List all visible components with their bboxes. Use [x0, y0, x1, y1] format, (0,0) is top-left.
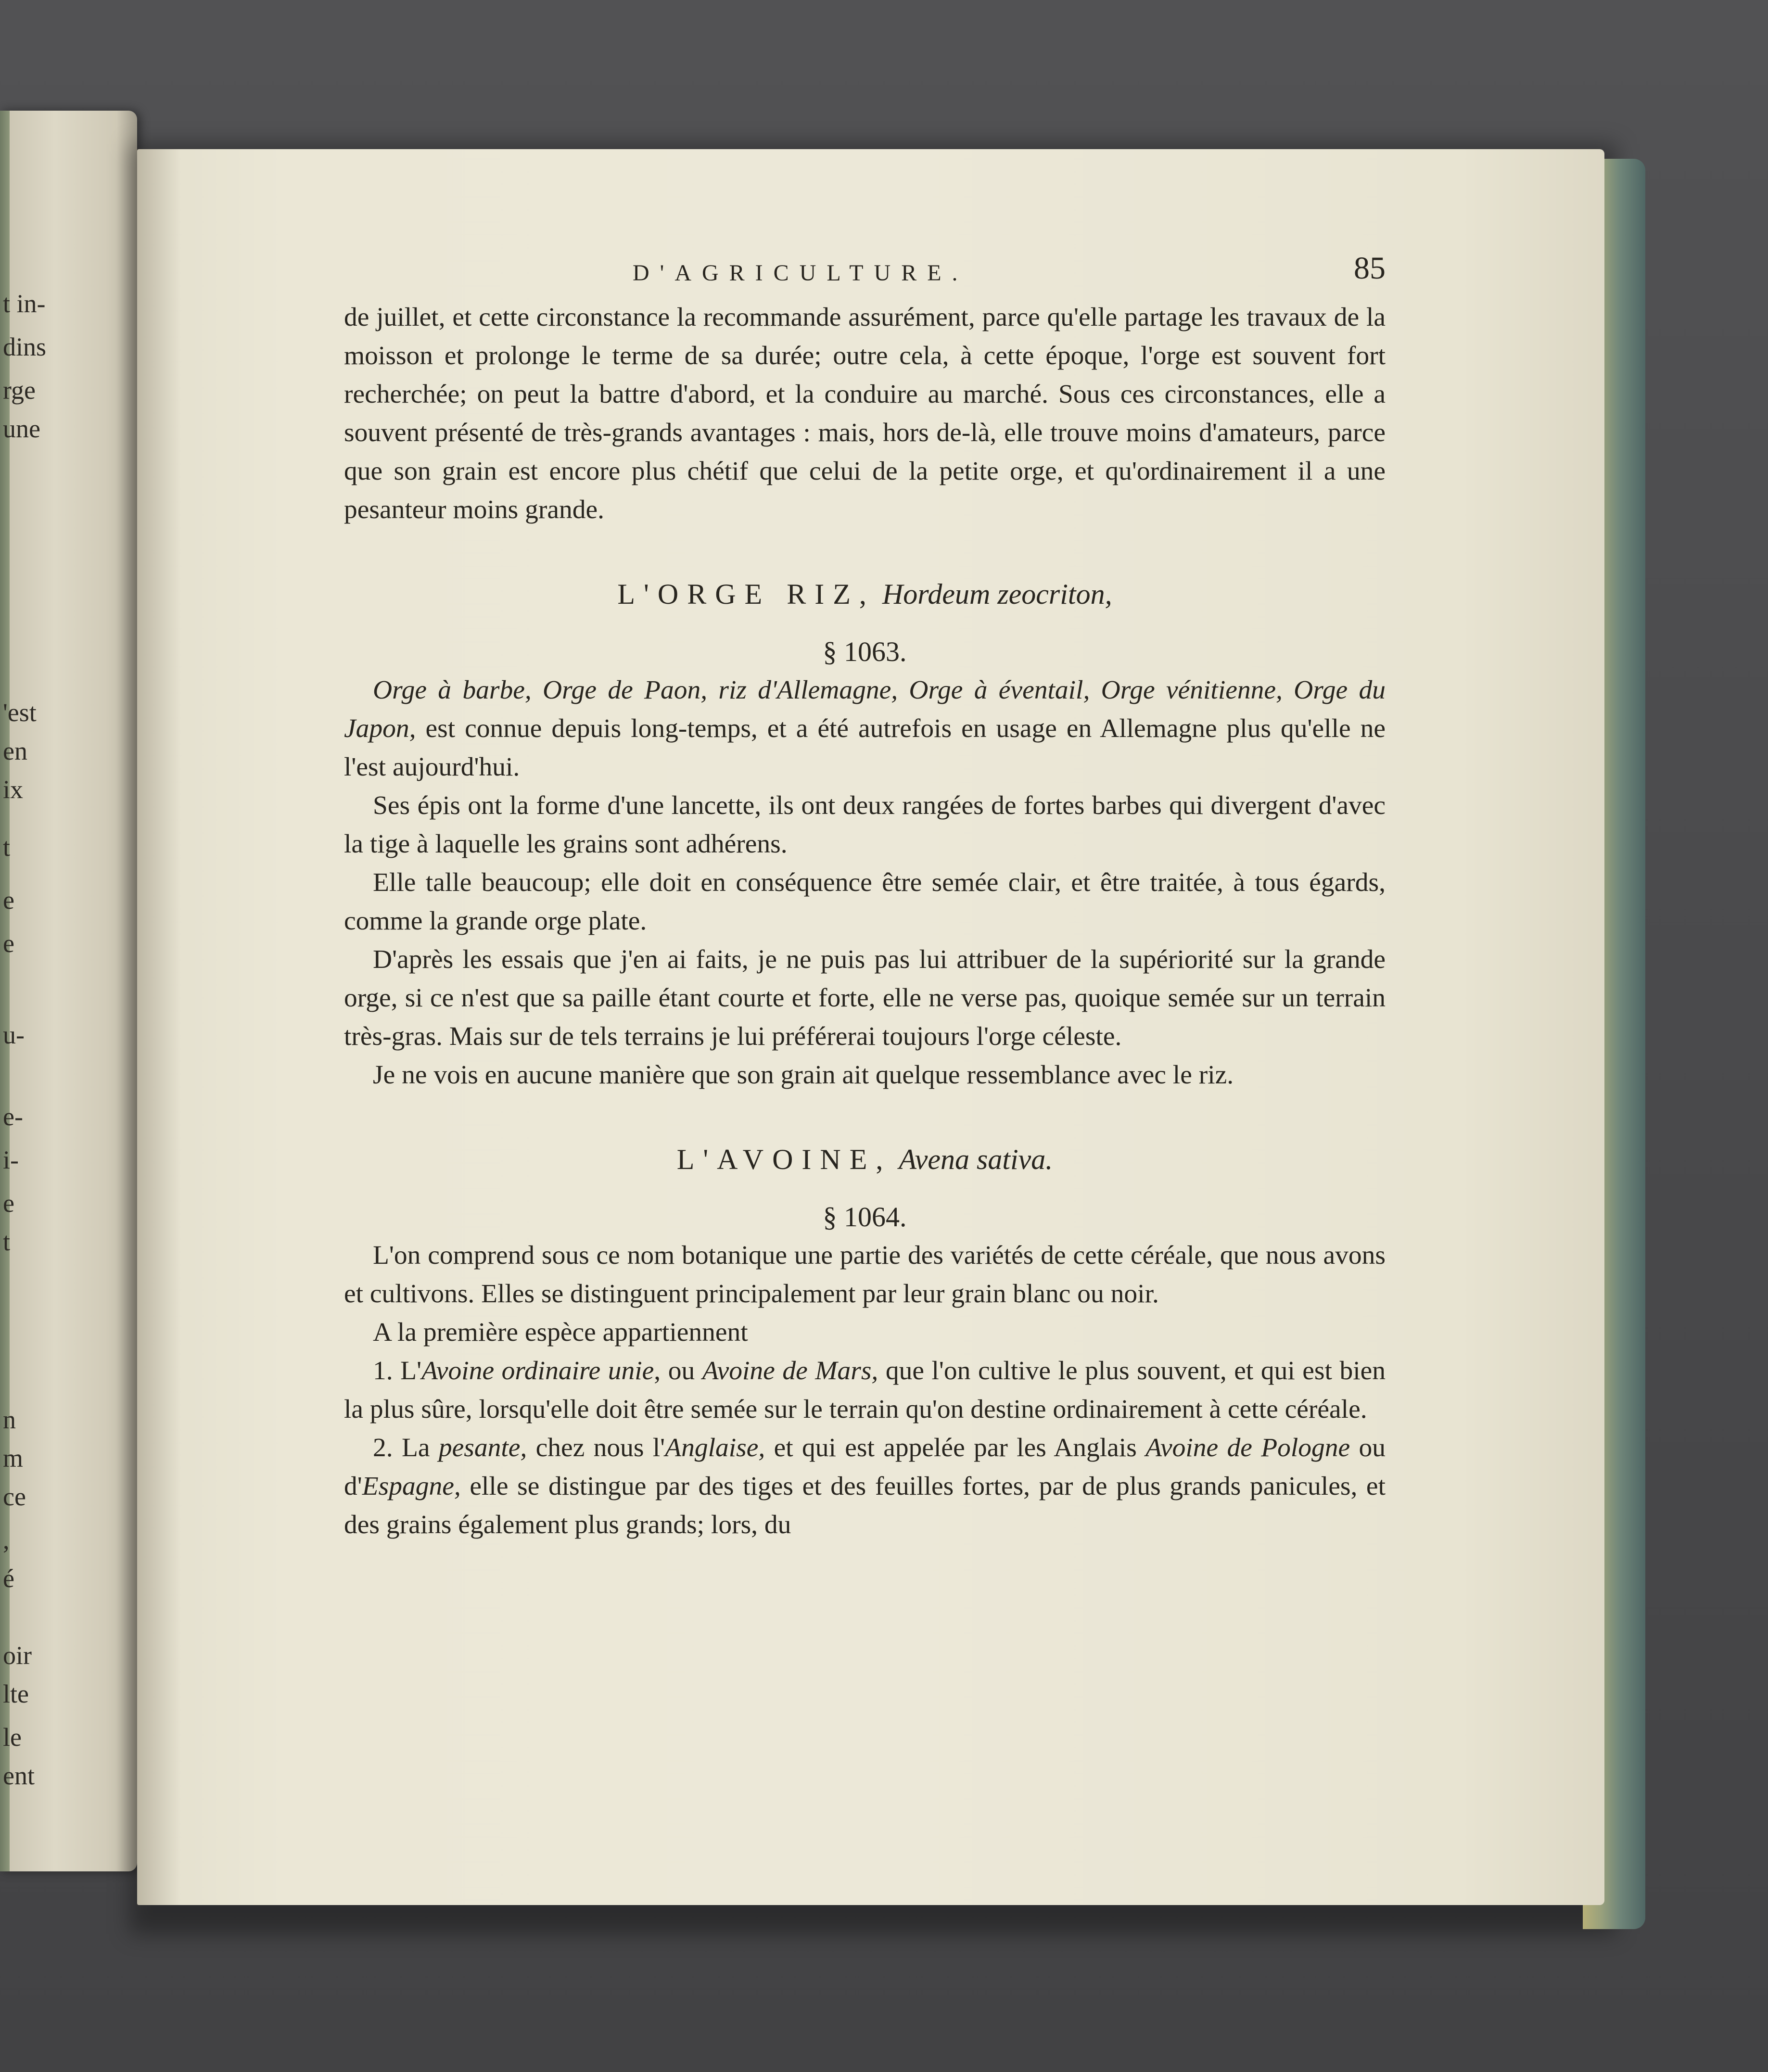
left-page-fragment: e	[3, 929, 14, 958]
paragraph-epis: Ses épis ont la forme d'une lancette, ils ont deux rangées de fortes barbes qui divergent d'avec la tige à laquelle les grains sont adhérens.	[344, 791, 1386, 859]
left-page-fragment: ix	[3, 775, 24, 804]
left-page-fragment: oir	[3, 1641, 32, 1670]
left-page-fragment: i-	[3, 1145, 19, 1174]
item-text: elle se distingue par des tiges et des feuilles fortes, par de plus grands panicules, et des grains également plus grands; lors, du	[344, 1472, 1386, 1539]
left-page-fragment: ce	[3, 1482, 26, 1511]
item-text: que l'on cultive le plus souvent, et qui est bien la plus sûre, lorsqu'elle doit être semée sur le terrain qu'on destine ordinairement à cette céréale.	[344, 1356, 1386, 1424]
variety-name: Avoine de Pologne	[1145, 1433, 1350, 1462]
list-item-avoine-pesante	[344, 1429, 1386, 1544]
left-page-fragment: lte	[3, 1679, 29, 1708]
intro-paragraph: de juillet, et cette circonstance la recommande assurément, parce qu'elle partage les travaux de la moisson et prolonge le terme de sa durée; outre cela, à cette époque, l'orge est souvent fort recherchée; on peut la battre d'abord, et la conduire au marché. Sous ces circonstances, elle a souvent présenté de très-grands avantages : mais, hors de-là, elle trouve moins d'amateurs, parce que son grain est encore plus chétif que celui de la petite orge, et qu'ordinairement il a une pesanteur moins grande.	[344, 303, 1386, 524]
variety-name: pesante,	[438, 1433, 527, 1462]
left-page-fragment: ,	[3, 1525, 10, 1554]
item-number: 2.	[373, 1433, 393, 1462]
item-text: et qui est appelée par les Anglais	[765, 1433, 1146, 1462]
variety-name: Espagne,	[362, 1472, 461, 1501]
item-text: La	[401, 1433, 439, 1462]
left-page-fragment: u-	[3, 1020, 25, 1049]
left-page-fragment: 'est	[3, 698, 37, 727]
item-text: L'	[400, 1356, 422, 1386]
paragraph-premiere-espece: A la première espèce appartiennent	[373, 1318, 748, 1347]
left-page-fragment: n	[3, 1405, 16, 1434]
paragraph-text: est connue depuis long-temps, et a été autrefois en usage en Allemagne plus qu'elle ne l'est aujourd'hui.	[344, 714, 1386, 782]
item-number: 1.	[373, 1356, 393, 1386]
paragraph-avoine-intro: L'on comprend sous ce nom botanique une partie des variétés de cette céréale, que nous avons et cultivons. Elles se distinguent principalement par leur grain blanc ou noir.	[344, 1241, 1386, 1309]
paragraph-essais: D'après les essais que j'en ai faits, je ne puis pas lui attribuer de la supériorité sur la grande orge, si ce n'est que sa paille étant courte et forte, elle ne verse pas, quoique semée sur un terrain très-gras. Mais sur de tels terrains je lui préférerai toujours l'orge céleste.	[344, 945, 1386, 1051]
running-head: D'AGRICULTURE.	[633, 260, 968, 286]
variety-name: Avoine ordinaire unie	[421, 1356, 654, 1386]
list-item-avoine-ordinaire	[344, 1352, 1386, 1429]
left-page-fragment: ent	[3, 1761, 35, 1790]
page-gutter-shade	[137, 149, 180, 1905]
left-page-fragment: rge	[3, 376, 36, 405]
left-page-fragment: t	[3, 1227, 11, 1256]
paragraph-orge-riz-names	[344, 671, 1386, 787]
section-title-avoine	[344, 1140, 1386, 1179]
left-page-fragment: t in-	[3, 289, 46, 318]
left-page-fragment: m	[3, 1444, 24, 1473]
left-page-fragment: en	[3, 737, 27, 765]
left-facing-page	[0, 111, 137, 1871]
variety-name: Avoine de Mars,	[702, 1356, 878, 1386]
section-latin-name: Hordeum zeocriton,	[882, 578, 1112, 610]
left-page-edge	[0, 111, 10, 1871]
section-title-orge-riz	[344, 575, 1386, 613]
section-title-text: L'AVOINE,	[676, 1144, 892, 1175]
section-latin-name: Avena sativa.	[899, 1144, 1053, 1175]
left-page-fragment: é	[3, 1564, 14, 1593]
variety-name: Anglaise,	[665, 1433, 765, 1462]
left-page-fragment: t	[3, 833, 11, 862]
left-page-fragment: e-	[3, 1102, 23, 1131]
synonym-list: Orge à barbe, Orge de Paon, riz d'Allemagne, Orge à éventail, Orge vénitienne, Orge du Japon,	[344, 675, 1386, 743]
paragraph-number-1064: § 1064.	[823, 1201, 907, 1233]
section-title-text: L'ORGE RIZ,	[617, 578, 875, 610]
paragraph-riz: Je ne vois en aucune manière que son grain ait quelque ressemblance avec le riz.	[373, 1060, 1234, 1090]
page-header	[344, 250, 1386, 298]
item-text: ou d'	[344, 1433, 1386, 1501]
left-page-fragment: e	[3, 1189, 14, 1218]
left-page-fragment: une	[3, 414, 40, 443]
left-page-fragment: dins	[3, 332, 47, 361]
left-page-fragment: e	[3, 886, 14, 915]
paragraph-talle: Elle talle beaucoup; elle doit en conséquence être semée clair, et être traitée, à tous égards, comme la grande orge plate.	[344, 868, 1386, 936]
item-text: chez nous l'	[527, 1433, 665, 1462]
page-text-block	[344, 250, 1386, 1544]
left-page-fragment: le	[3, 1723, 22, 1752]
page-number: 85	[1354, 251, 1386, 286]
item-text: , ou	[654, 1356, 702, 1386]
paragraph-number-1063: § 1063.	[823, 636, 907, 667]
